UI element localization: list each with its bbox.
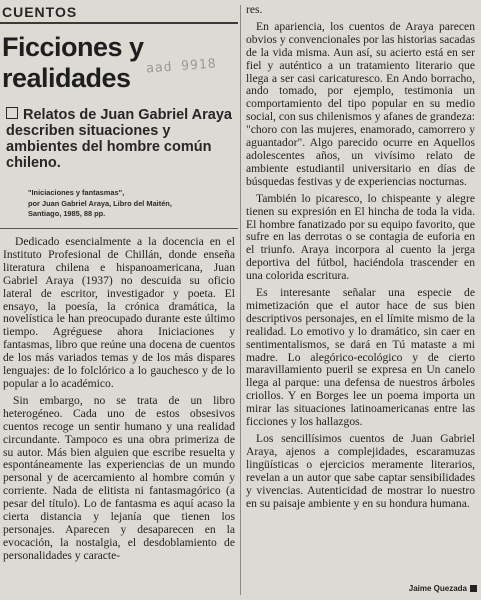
right-column (246, 4, 475, 574)
paragraph: Dedicado esencialmente a la docencia en el Instituto Profesional de Chillán, donde enseña literatura chilena e hispanoamericana, Juan Gabriel Araya (1937) no descuida su oficio lateral de escritor, investigador y poeta. El ensayo, la poesía, la crónica dramática, la novelística le han preocupado durante este último tiempo. Agréguese ahora Iniciaciones y fantasmas, libro que reúne una docena de cuentos de los más variados temas y de los más dispares lenguajes: de lo folclórico a lo gauchesco y de lo popular a lo académico. (3, 236, 235, 390)
column-divider (240, 5, 241, 595)
paragraph: Sin embargo, no se trata de un libro heterogéneo. Cada uno de estos obsesivos cuentos recoge un sentir humano y una realidad circundante. Tampoco es una obra primeriza de su autor. Más bien alguien que escribe resuelta y espontáneamente las experiencias de un mundo personal y de acercamiento al hombre común y corriente. Nada de elitista ni fantasmagórico (a pesar del título). Lo de fantasma es aquí acaso la cierta distancia y lejanía que tienen los personajes. Aparecen y desaparecen en la evocación, la nostalgia, el desdoblamiento de personalidades y caracte- (3, 393, 235, 562)
section-label: CUENTOS (2, 4, 78, 20)
reference-line-2: por Juan Gabriel Araya, Libro del Maitén, (28, 198, 172, 208)
article-deck (6, 107, 236, 171)
handwritten-mark: aad 9918 (145, 56, 218, 77)
top-rule (0, 22, 238, 24)
author-signature (409, 584, 477, 593)
paragraph: En apariencia, los cuentos de Araya parecen obvios y convencionales por las historias sacadas de la vida misma. Aun así, su acierto está en ser fiel y auténtico a un tratamiento literario que llega a ser casi caricaturesco. En Ando borracho, ando tomado, por ejemplo, testimonia un comportamiento del tipo popular en su medio social, con sus chilenismos y afanes de grandeza: "choro con las mujeres, enamorado, camorrero y aguantador". Algo parecido ocurre en Aquellos adolescentes años, un vivísimo relato de ambiente estudiantil universitario en días de búsquedas festivas y de experiencias nocturnas. (246, 19, 475, 188)
title-line-2: realidades (2, 63, 131, 93)
square-bullet-icon (6, 107, 18, 119)
paragraph: res. (246, 4, 263, 16)
reference-line-1: "Iniciaciones y fantasmas", (28, 188, 125, 197)
header-divider (0, 228, 238, 229)
book-reference (28, 188, 240, 220)
deck-text: Relatos de Juan Gabriel Araya describen situaciones y ambientes del hombre común chileno. (6, 107, 232, 171)
paragraph: También lo picaresco, lo chispeante y alegre tienen su expresión en El hincha de toda la vida. El hombre fanatizado por su equipo favorito, que sufre en las derrotas o se contagia de euforia en el triunfo. Araya incorpora al cuento la jerga deportiva del fútbol, haciéndola trascender en una colorida escritura. (246, 191, 475, 283)
author-name: Jaime Quezada (408, 584, 467, 593)
left-column (3, 236, 235, 598)
title-line-1: Ficciones y (2, 32, 144, 62)
end-mark-icon (470, 585, 477, 592)
paragraph: Es interesante señalar una especie de mimetización que el autor hace de sus bien descriptivos personajes, en el límite mismo de la realidad. Lo emotivo y lo dramático, sin caer en sentimentalismos, se dará en Tú mataste a mi madre. Lo alegórico-ecológico y de cierto maravillamiento pueril se expresa en Un canelo llega al parque: una defensa de nuestros árboles criollos. Y en Borges lee un poema importa un mirar las situaciones latinoamericanas entre las ficciones y los hallazgos. (246, 286, 475, 429)
paragraph: Los sencillísimos cuentos de Juan Gabriel Araya, ajenos a complejidades, escaramuzas lingüísticas o ejercicios meramente literarios, revelan a un autor que sabe captar sensibilidades y vivencias. Autenticidad de mostrar lo nuestro en su paisaje ambiente y en su hondura humana. (246, 432, 475, 510)
reference-line-3: Santiago, 1985, 88 pp. (28, 209, 106, 218)
